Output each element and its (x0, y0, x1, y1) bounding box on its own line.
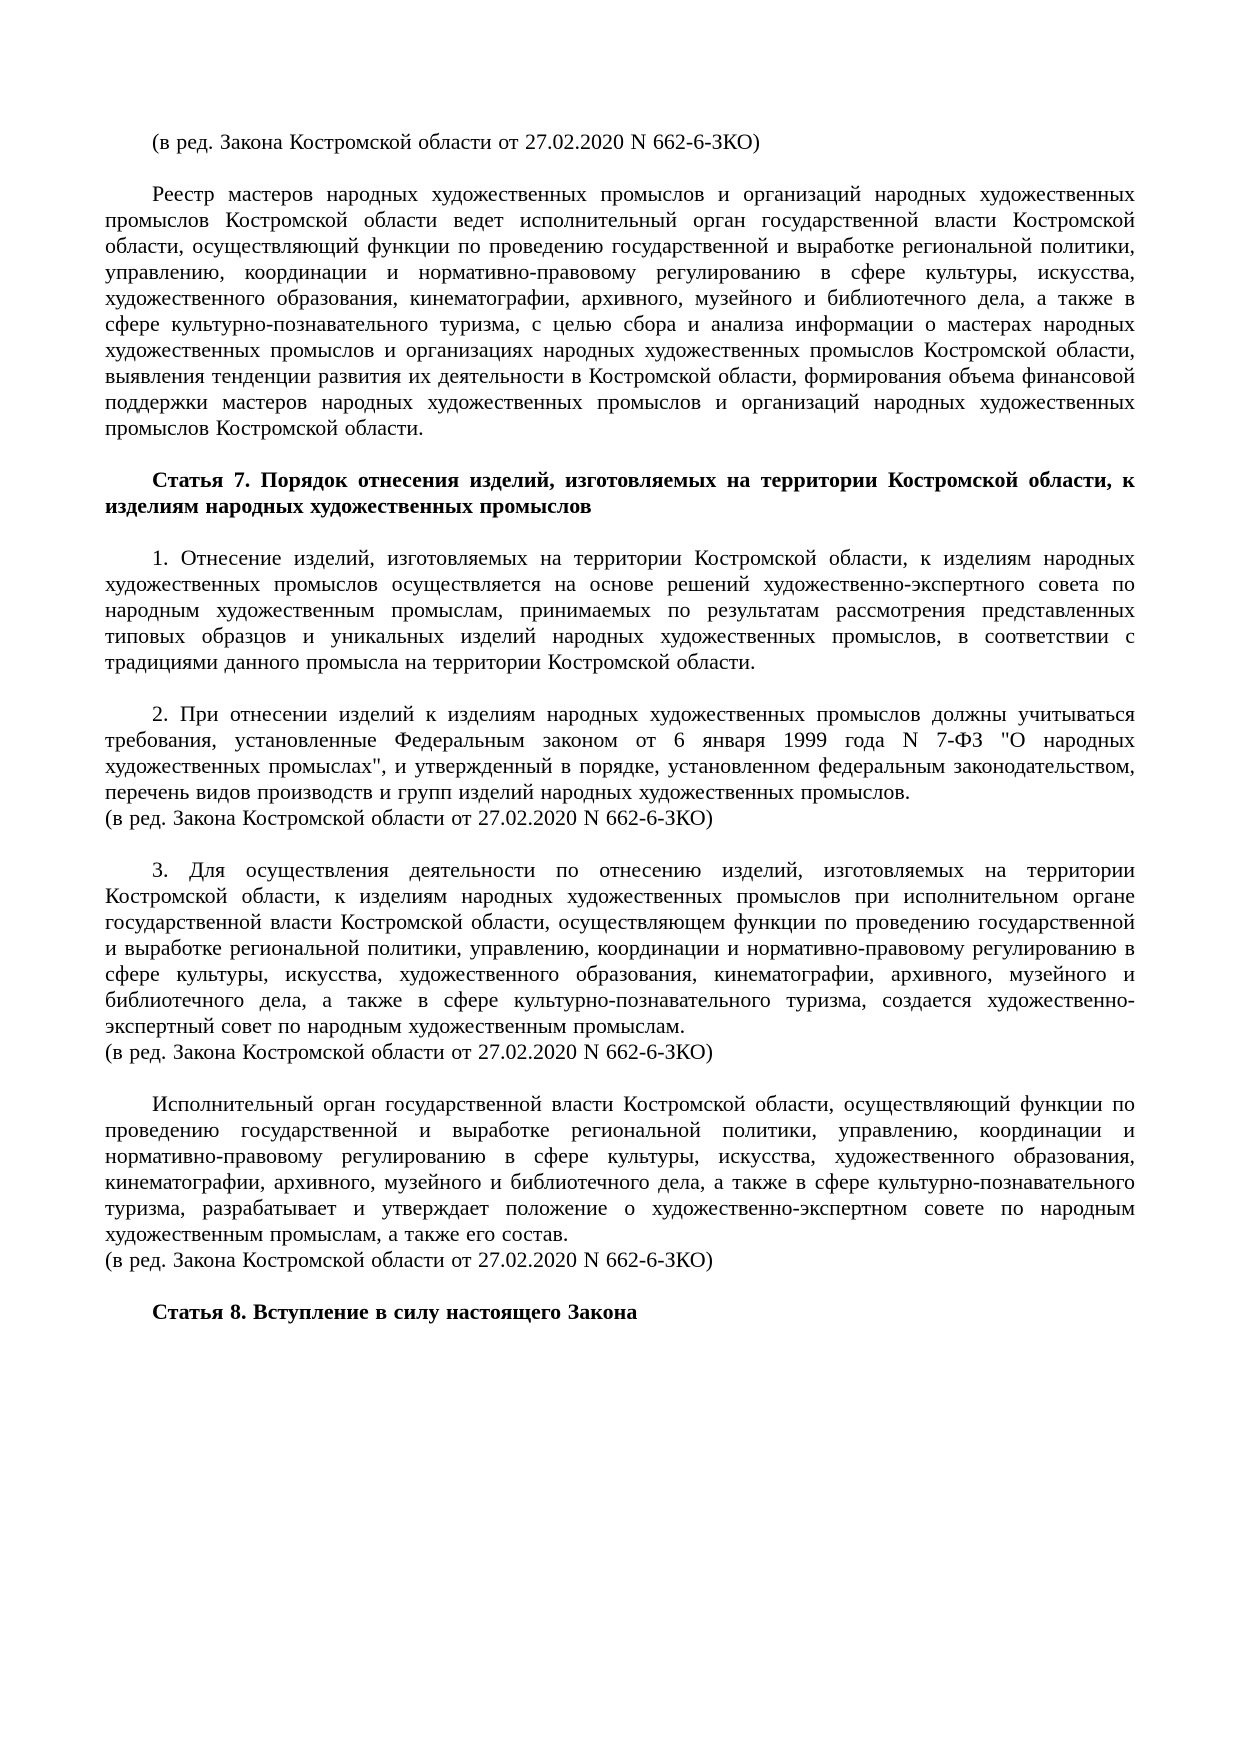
article-heading: Статья 7. Порядок отнесения изделий, изготовляемых на территории Костромской области, к изделиям народных художественных промыслов (105, 467, 1135, 518)
amendment-note: (в ред. Закона Костромской области от 27.02.2020 N 662-6-ЗКО) (105, 805, 713, 830)
paragraph: Исполнительный орган государственной власти Костромской области, осуществляющий функции по проведению государственной и выработке региональной политики, управлению, координации и нормативно-правовому регулированию в сфере культуры, искусства, художественного образования, кинематографии, архивного, музейного и библиотечного дела, а также в сфере культурно-познавательного туризма, разрабатывает и утверждает положение о художественно-экспертном совете по народным художественным промыслам, а также его состав. (105, 1091, 1135, 1246)
paragraph: 3. Для осуществления деятельности по отнесению изделий, изготовляемых на территории Костромской области, к изделиям народных художественных промыслов при исполнительном органе государственной власти Костромской области, осуществляющем функции по проведению государственной и выработке региональной политики, управлению, координации и нормативно-правовому регулированию в сфере культуры, искусства, художественного образования, кинематографии, архивного, музейного и библиотечного дела, а также в сфере культурно-познавательного туризма, создается художественно-экспертный совет по народным художественным промыслам. (105, 857, 1135, 1038)
amendment-note: (в ред. Закона Костромской области от 27.02.2020 N 662-6-ЗКО) (105, 1039, 713, 1064)
article-heading: Статья 8. Вступление в силу настоящего Закона (152, 1299, 638, 1324)
paragraph: Реестр мастеров народных художественных промыслов и организаций народных художественных промыслов Костромской области ведет исполнительный орган государственной власти Костромской области, осуществляющий функции по проведению государственной и выработке региональной политики, управлению, координации и нормативно-правовому регулированию в сфере культуры, искусства, художественного образования, кинематографии, архивного, музейного и библиотечного дела, а также в сфере культурно-познавательного туризма, с целью сбора и анализа информации о мастерах народных художественных промыслов и организациях народных художественных промыслов Костромской области, выявления тенденции развития их деятельности в Костромской области, формирования объема финансовой поддержки мастеров народных художественных промыслов и организаций народных художественных промыслов Костромской области. (105, 181, 1135, 440)
paragraph: 1. Отнесение изделий, изготовляемых на территории Костромской области, к изделиям народных художественных промыслов осуществляется на основе решений художественно-экспертного совета по народным художественным промыслам, принимаемых по результатам рассмотрения представленных типовых образцов и уникальных изделий народных художественных промыслов, в соответствии с традициями данного промысла на территории Костромской области. (105, 545, 1135, 674)
amendment-note: (в ред. Закона Костромской области от 27.02.2020 N 662-6-ЗКО) (152, 129, 760, 154)
paragraph: 2. При отнесении изделий к изделиям народных художественных промыслов должны учитываться требования, установленные Федеральным законом от 6 января 1999 года N 7-ФЗ "О народных художественных промыслах", и утвержденный в порядке, установленном федеральным законодательством, перечень видов производств и групп изделий народных художественных промыслов. (105, 701, 1135, 804)
amendment-note: (в ред. Закона Костромской области от 27.02.2020 N 662-6-ЗКО) (105, 1247, 713, 1272)
document-text-container (105, 129, 1135, 1325)
